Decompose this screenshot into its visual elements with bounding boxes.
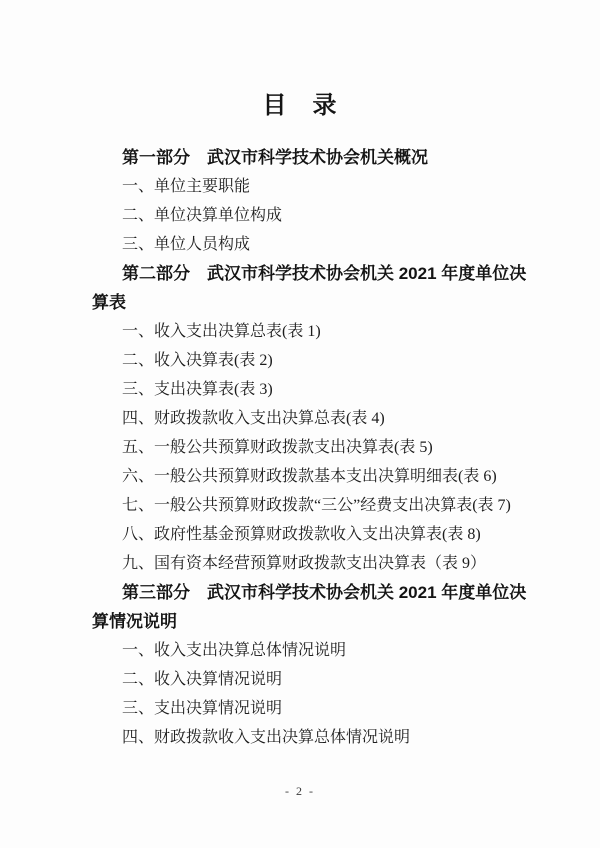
toc-item: 三、单位人员构成 — [122, 236, 251, 253]
toc-item: 二、收入决算情况说明 — [122, 671, 283, 688]
toc-item: 五、一般公共预算财政拨款支出决算表(表 5) — [122, 439, 433, 456]
document-title: 目 录 — [262, 92, 338, 119]
toc-item: 一、收入支出决算总表(表 1) — [122, 323, 321, 340]
table-of-contents — [0, 143, 600, 752]
toc-item: 三、支出决算表(表 3) — [122, 381, 273, 398]
toc-item: 九、国有资本经营预算财政拨款支出决算表（表 9） — [122, 555, 487, 572]
toc-section-heading-continuation: 算情况说明 — [92, 612, 177, 631]
toc-item: 四、财政拨款收入支出决算总表(表 4) — [122, 410, 385, 427]
toc-item: 四、财政拨款收入支出决算总体情况说明 — [122, 729, 411, 746]
toc-section-heading: 第一部分 武汉市科学技术协会机关概况 — [122, 148, 428, 167]
toc-item: 六、一般公共预算财政拨款基本支出决算明细表(表 6) — [122, 468, 497, 485]
toc-section-heading: 第三部分 武汉市科学技术协会机关 2021 年度单位决 — [122, 583, 527, 602]
toc-item: 八、政府性基金预算财政拨款收入支出决算表(表 8) — [122, 526, 481, 543]
toc-item: 二、单位决算单位构成 — [122, 207, 283, 224]
toc-item: 三、支出决算情况说明 — [122, 700, 283, 717]
toc-item: 一、单位主要职能 — [122, 178, 251, 195]
toc-item: 一、收入支出决算总体情况说明 — [122, 642, 347, 659]
toc-item: 七、一般公共预算财政拨款“三公”经费支出决算表(表 7) — [122, 497, 511, 514]
toc-section-heading-continuation: 算表 — [92, 293, 126, 312]
page-number: - 2 - — [285, 784, 315, 798]
toc-item: 二、收入决算表(表 2) — [122, 352, 273, 369]
toc-section-heading: 第二部分 武汉市科学技术协会机关 2021 年度单位决 — [122, 264, 527, 283]
